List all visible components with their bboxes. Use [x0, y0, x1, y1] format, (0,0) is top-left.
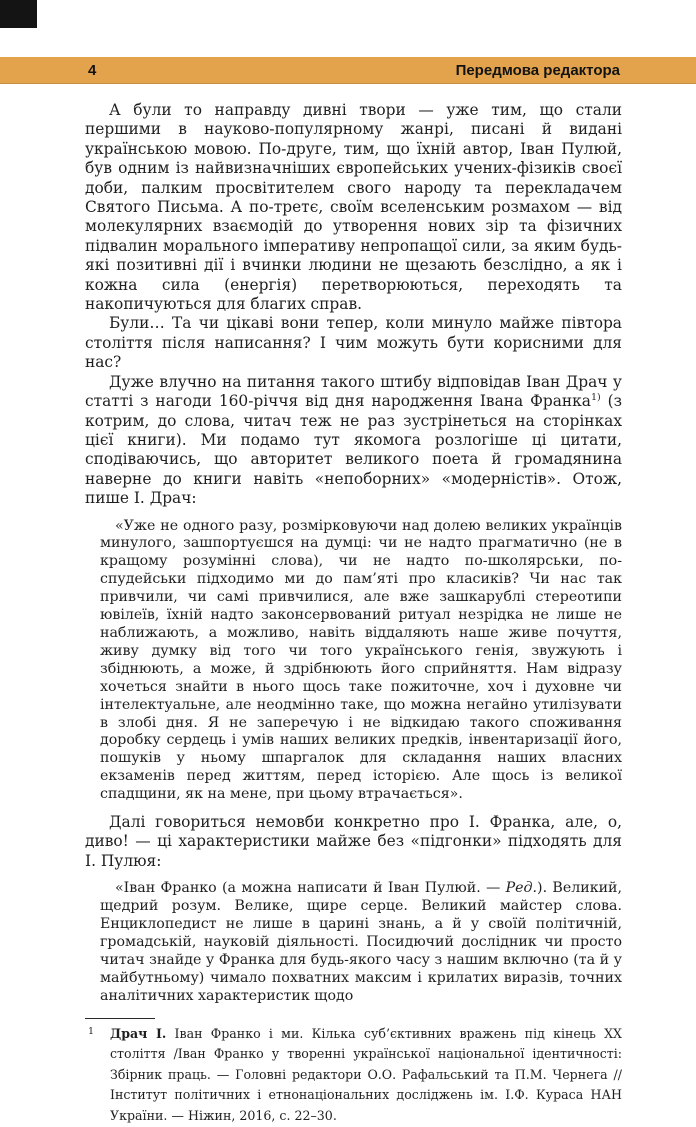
quote-2-editor-note: Ред. — [505, 880, 538, 897]
scan-corner-mark — [0, 0, 37, 28]
paragraph-4: Далі говориться немовби конкретно про І. Франка, але, о, диво! — ці характеристики майже без «підгонки» підходять для І. Пулюя: — [85, 813, 622, 870]
page-body — [85, 101, 622, 1127]
paragraph-1: А були то направду дивні твори — уже тим, що стали першими в науково-популярному жанрі, писані й видані українською мовою. По-друге, тим, що їхній автор, Іван Пулюй, був одним із найвизначніших європейських учених-фізиків своєї доби, палким просвітителем свого народу та перекладачем Святого Письма. А по-третє, своїм вселенським розмахом — від молекулярних взаємодій до утворення нових зір та фізичних підвалин морального імперативу непропащої сили, за яким будь-які позитивні дії і вчинки людини не щезають безслідно, а як і кожна сила (енергія) перетворюються, переходять та накопичуються для благих справ. — [85, 101, 622, 314]
footnote-reference: 1) — [590, 391, 601, 403]
paragraph-2: Були… Та чи цікаві вони тепер, коли минуло майже півтора століття після написання? І чим можуть бути корисними для нас? — [85, 314, 622, 372]
paragraph-3-text-cont: (з котрим, до слова, читач теж не раз зустрінеться на сторінках цієї книги). Ми подамо тут якомога розлогіше ці цитати, сподіваючись, що авторитет великого поета й громадянина наверне до книги навіть «непоборних» «модерністів». Отож, пише І. Драч: — [85, 392, 622, 508]
footnote-text: Іван Франко і ми. Кілька суб’єктивних вражень під кінець ХХ століття /Іван Франко у творенні української національної ідентичності: Збірник праць. — Головні редактори О.О. Рафальський та П.М. Чернега //Інститут політичних і етнонаціональних досліджень ім. І.Ф. Кураса НАН України. — Ніжин, 2016, с. 22–30. — [110, 1025, 622, 1123]
paragraph-3-text: Дуже влучно на питання такого штибу відповідав Іван Драч у статті з нагоди 160-річчя від дня народження Івана Франка — [85, 372, 622, 411]
running-head-title: Передмова редактора — [455, 61, 620, 79]
quote-2-text: «Іван Франко (а можна написати й Іван Пулюй. — — [115, 880, 506, 897]
footnote-separator — [85, 1018, 155, 1019]
block-quote-2 — [100, 880, 622, 1005]
footnote-marker: 1 — [88, 1025, 95, 1037]
footnote-author: Драч І. — [110, 1025, 167, 1041]
footnote — [85, 1024, 622, 1127]
block-quote-1: «Уже не одного разу, розмірковуючи над долею великих українців минулого, зашпортуєшся на думці: чи не надто прагматично (не в кращому розумінні слова), чи не надто по-школярськи, по-спудейськи підходимо ми до пам’яті про класиків? Чи нас так привчили, чи самі привчилися, але вже зашкарублі стереотипи ювілеїв, їхній надто законсервований ритуал незрідка не лише не наближають, а можливо, навіть віддаляють наше живе почуття, живу думку від того чи того українського генія, звужують і збіднюють, а може, й здрібнюють його сприйняття. Нам відразу хочеться знайти в нього щось таке пожиточне, хоч і духовне чи інтелектуальне, але неодмінно таке, що можна негайно утилізувати в злобі дня. Я не заперечую і не відкидаю такого споживання доробку сердець і умів наших великих предків, інвентаризації його, пошуків у ньому шпаргалок для складання наших власних екзаменів перед життям, перед історією. Але щось із великої спадщини, як на мене, при цьому втрачається». — [100, 517, 622, 803]
quote-2-text-cont: ). Великий, щедрий розум. Велике, щире серце. Великий майстер слова. Енциклопедист не лише в царині знань, а й у своїй політичній, громадській, науковій діяльності. Посидючий дослідник чи просто читач знайде у Франка для будь-якого часу з нашим включно (та й у майбутньому) чимало похватних максим і крилатих виразів, точних аналітичних характеристик щодо — [100, 880, 622, 1004]
paragraph-3 — [85, 373, 622, 509]
running-header-band — [0, 57, 696, 84]
page-number: 4 — [88, 61, 97, 79]
